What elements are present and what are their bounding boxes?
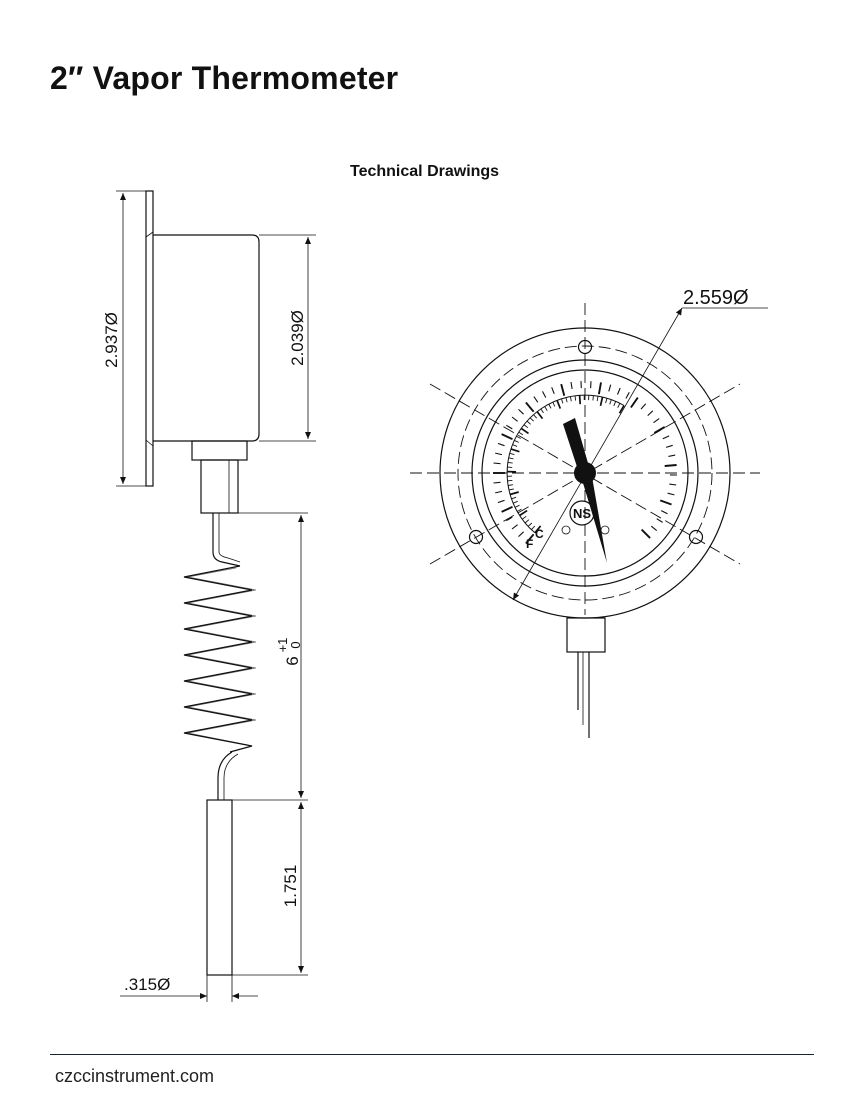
capillary-coil: [184, 566, 252, 752]
dial-tick: [498, 500, 505, 502]
bezel-lip: [146, 232, 153, 446]
dial-tick: [663, 436, 669, 439]
dial-tick: [648, 411, 653, 416]
capillary-tol-plus: +1: [275, 637, 290, 653]
dial-tick: [512, 417, 518, 421]
dial-tick: [651, 526, 656, 530]
connector: [192, 441, 247, 460]
bolt-hole: [690, 531, 703, 544]
dial-tick: [661, 511, 667, 514]
dial-tick: [519, 532, 524, 537]
dial-tick: [511, 497, 516, 499]
dial-tick: [553, 402, 555, 407]
side-view: [102, 191, 316, 1002]
dial-tick: [601, 397, 603, 406]
footer-divider: [50, 1054, 814, 1055]
dial-tick: [618, 388, 621, 395]
dial-tick: [526, 403, 534, 412]
dial-tick: [525, 520, 529, 523]
dial-tick: [495, 491, 502, 493]
pointer-hub: [574, 462, 596, 484]
dial-tick: [521, 428, 528, 433]
flange-diameter-label: 2.937Ø: [102, 312, 121, 368]
capillary-top: [213, 513, 240, 566]
dial-tick: [510, 492, 519, 495]
dial-tick: [494, 463, 501, 464]
capillary-bottom: [218, 752, 232, 800]
dial-tick: [610, 400, 612, 405]
dial-tick: [513, 501, 518, 503]
dial-tick: [618, 403, 620, 407]
dial-tick: [543, 391, 546, 397]
dial-tick: [528, 523, 532, 526]
dial-tick: [641, 404, 646, 409]
dial-tick: [515, 505, 520, 507]
dial-tick: [614, 401, 616, 406]
dial-tick: [527, 421, 531, 424]
case-diameter-label: 2.039Ø: [288, 310, 307, 366]
dial-tick: [631, 398, 638, 408]
dial-tick: [571, 382, 572, 389]
page-title: 2″ Vapor Thermometer: [50, 60, 399, 96]
dial-diameter-label: 2.559Ø: [683, 287, 749, 309]
dial-tick: [512, 525, 518, 529]
dial-tick: [514, 440, 519, 442]
stem: [201, 460, 238, 513]
dial-tick: [642, 530, 651, 539]
dial-tick: [537, 412, 543, 419]
dial-tick: [541, 409, 544, 413]
dial-screw: [601, 526, 609, 534]
dial-tick: [657, 519, 663, 523]
dial-tick: [530, 418, 534, 422]
bulb: [207, 800, 232, 975]
dial-tick: [606, 398, 607, 403]
unit-f-label: F: [526, 537, 534, 551]
dial-tick: [561, 399, 563, 404]
footer-website: czccinstrument.com: [55, 1066, 215, 1086]
case-body: [153, 235, 259, 441]
dial-tick: [507, 480, 512, 481]
dial-tick: [609, 385, 611, 392]
dial-tick: [494, 482, 501, 483]
dial-tick: [545, 406, 548, 410]
dial-tick: [502, 434, 513, 439]
dial-tick: [524, 425, 528, 428]
dial-tick: [534, 397, 538, 403]
dial-tick: [508, 485, 513, 486]
bulb-diameter-label: .315Ø: [124, 975, 171, 994]
dim-dial-diameter: [513, 308, 682, 600]
dial-tick: [509, 489, 514, 490]
dial-tick: [502, 507, 513, 512]
dial-tick: [665, 465, 677, 466]
dial-tick: [666, 445, 673, 447]
section-subtitle: Technical Drawings: [350, 163, 500, 180]
dial-tick: [519, 409, 524, 414]
dial-tick: [570, 396, 571, 401]
logo-text: NS: [572, 506, 592, 521]
dial-tick: [498, 443, 505, 445]
capillary-length-label: 6: [283, 656, 302, 666]
dial-tick: [557, 400, 560, 408]
dial-tick: [654, 427, 664, 433]
dial-tick: [509, 458, 514, 459]
dial-tick: [668, 493, 675, 495]
front-view: [410, 287, 768, 738]
dial-tick: [495, 453, 502, 455]
socket: [567, 618, 605, 652]
dial-tick: [669, 484, 676, 485]
dial-tick: [552, 387, 555, 394]
dial-tick: [512, 445, 517, 447]
flange: [146, 191, 153, 486]
dial-tick: [668, 455, 675, 456]
dial-tick: [522, 516, 526, 519]
capillary-tol-minus: 0: [288, 641, 303, 649]
dial-screw: [562, 526, 570, 534]
dial-tick: [660, 500, 671, 504]
dial-tick: [654, 419, 660, 423]
dial-tick: [566, 397, 567, 402]
dial-tick: [626, 392, 629, 398]
dial-tick: [597, 396, 598, 401]
dial-tick: [561, 384, 564, 396]
dial-tick: [599, 382, 601, 394]
dial-tick: [511, 449, 520, 452]
unit-c-label: C: [535, 527, 544, 541]
dial-tick: [593, 396, 594, 401]
dial-tick: [508, 462, 513, 463]
dial-tick: [510, 453, 515, 454]
dial-tick: [575, 396, 576, 401]
bulb-length-label: 1.751: [281, 864, 300, 908]
dial-tick: [549, 404, 551, 408]
dial-tick: [519, 432, 523, 435]
dial-tick: [580, 395, 581, 404]
dial-tick: [533, 415, 536, 419]
